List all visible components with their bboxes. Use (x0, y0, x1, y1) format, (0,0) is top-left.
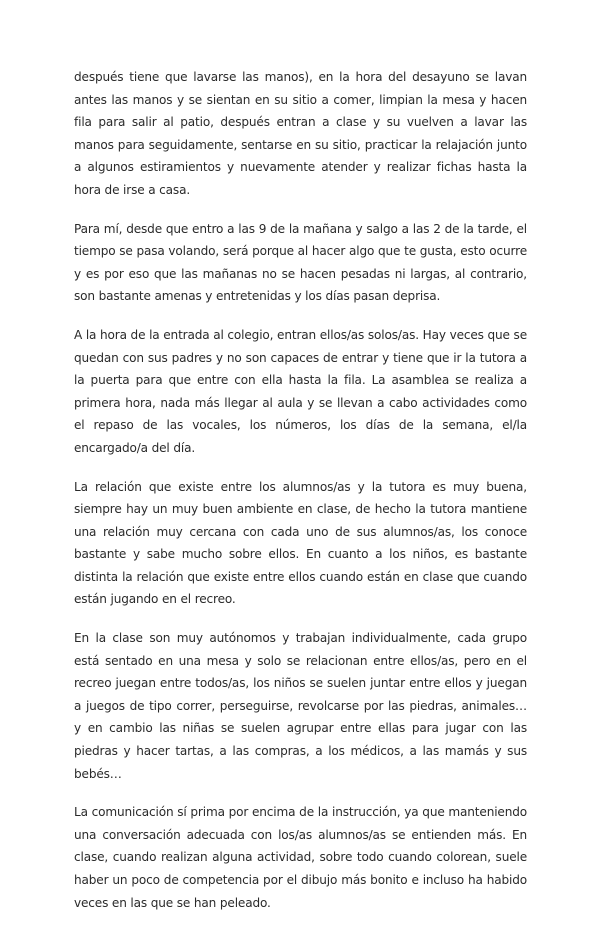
paragraph-continuation: después tiene que lavarse las manos), en la hora del desayuno se lavan antes las manos y se sientan en su sitio a comer, limpian la mesa y hacen fila para salir al patio, después entran a clase y su vuelven a lavar las manos para seguidamente, sentarse en su sitio, practicar la relajación junto a algunos estiramientos y nuevamente atender y realizar fichas hasta la hora de irse a casa. (74, 70, 527, 197)
paragraph-communication: La comunicación sí prima por encima de la instrucción, ya que manteniendo una conversación adecuada con los/as alumnos/as se entienden más. En clase, cuando realizan alguna actividad, sobre todo cuando colorean, suele haber un poco de competencia por el dibujo más bonito e incluso ha habido veces en las que se han peleado. (74, 805, 527, 910)
document-page (74, 66, 527, 930)
paragraph-autonomy-play: En la clase son muy autónomos y trabajan individualmente, cada grupo está sentado en una mesa y solo se relacionan entre ellos/as, pero en el recreo juegan entre todos/as, los niños se suelen juntar entre ellos y juegan a juegos de tipo correr, perseguirse, revolcarse por las piedras, animales… y en cambio las niñas se suelen agrupar entre ellas para jugar con las piedras y hacer tartas, a las compras, a los médicos, a las mamás y sus bebés… (74, 631, 527, 781)
paragraph-relationships: La relación que existe entre los alumnos/as y la tutora es muy buena, siempre hay un muy buen ambiente en clase, de hecho la tutora mantiene una relación muy cercana con cada uno de sus alumnos/as, los conoce bastante y sabe mucho sobre ellos. En cuanto a los niños, es bastante distinta la relación que existe entre ellos cuando están en clase que cuando están jugando en el recreo. (74, 479, 527, 607)
paragraph-school-entry: A la hora de la entrada al colegio, entran ellos/as solos/as. Hay veces que se quedan con sus padres y no son capaces de entrar y tiene que ir la tutora a la puerta para que entre con ella hasta la fila. La asamblea se realiza a primera hora, nada más llegar al aula y se llevan a cabo actividades como el repaso de las vocales, los números, los días de la semana, el/la encargado/a del día. (74, 327, 527, 455)
paragraph-daily-time: Para mí, desde que entro a las 9 de la mañana y salgo a las 2 de la tarde, el tiempo se pasa volando, será porque al hacer algo que te gusta, esto ocurre y es por eso que las mañanas no se hacen pesadas ni largas, al contrario, son bastante amenas y entretenidas y los días pasan deprisa. (74, 221, 527, 304)
